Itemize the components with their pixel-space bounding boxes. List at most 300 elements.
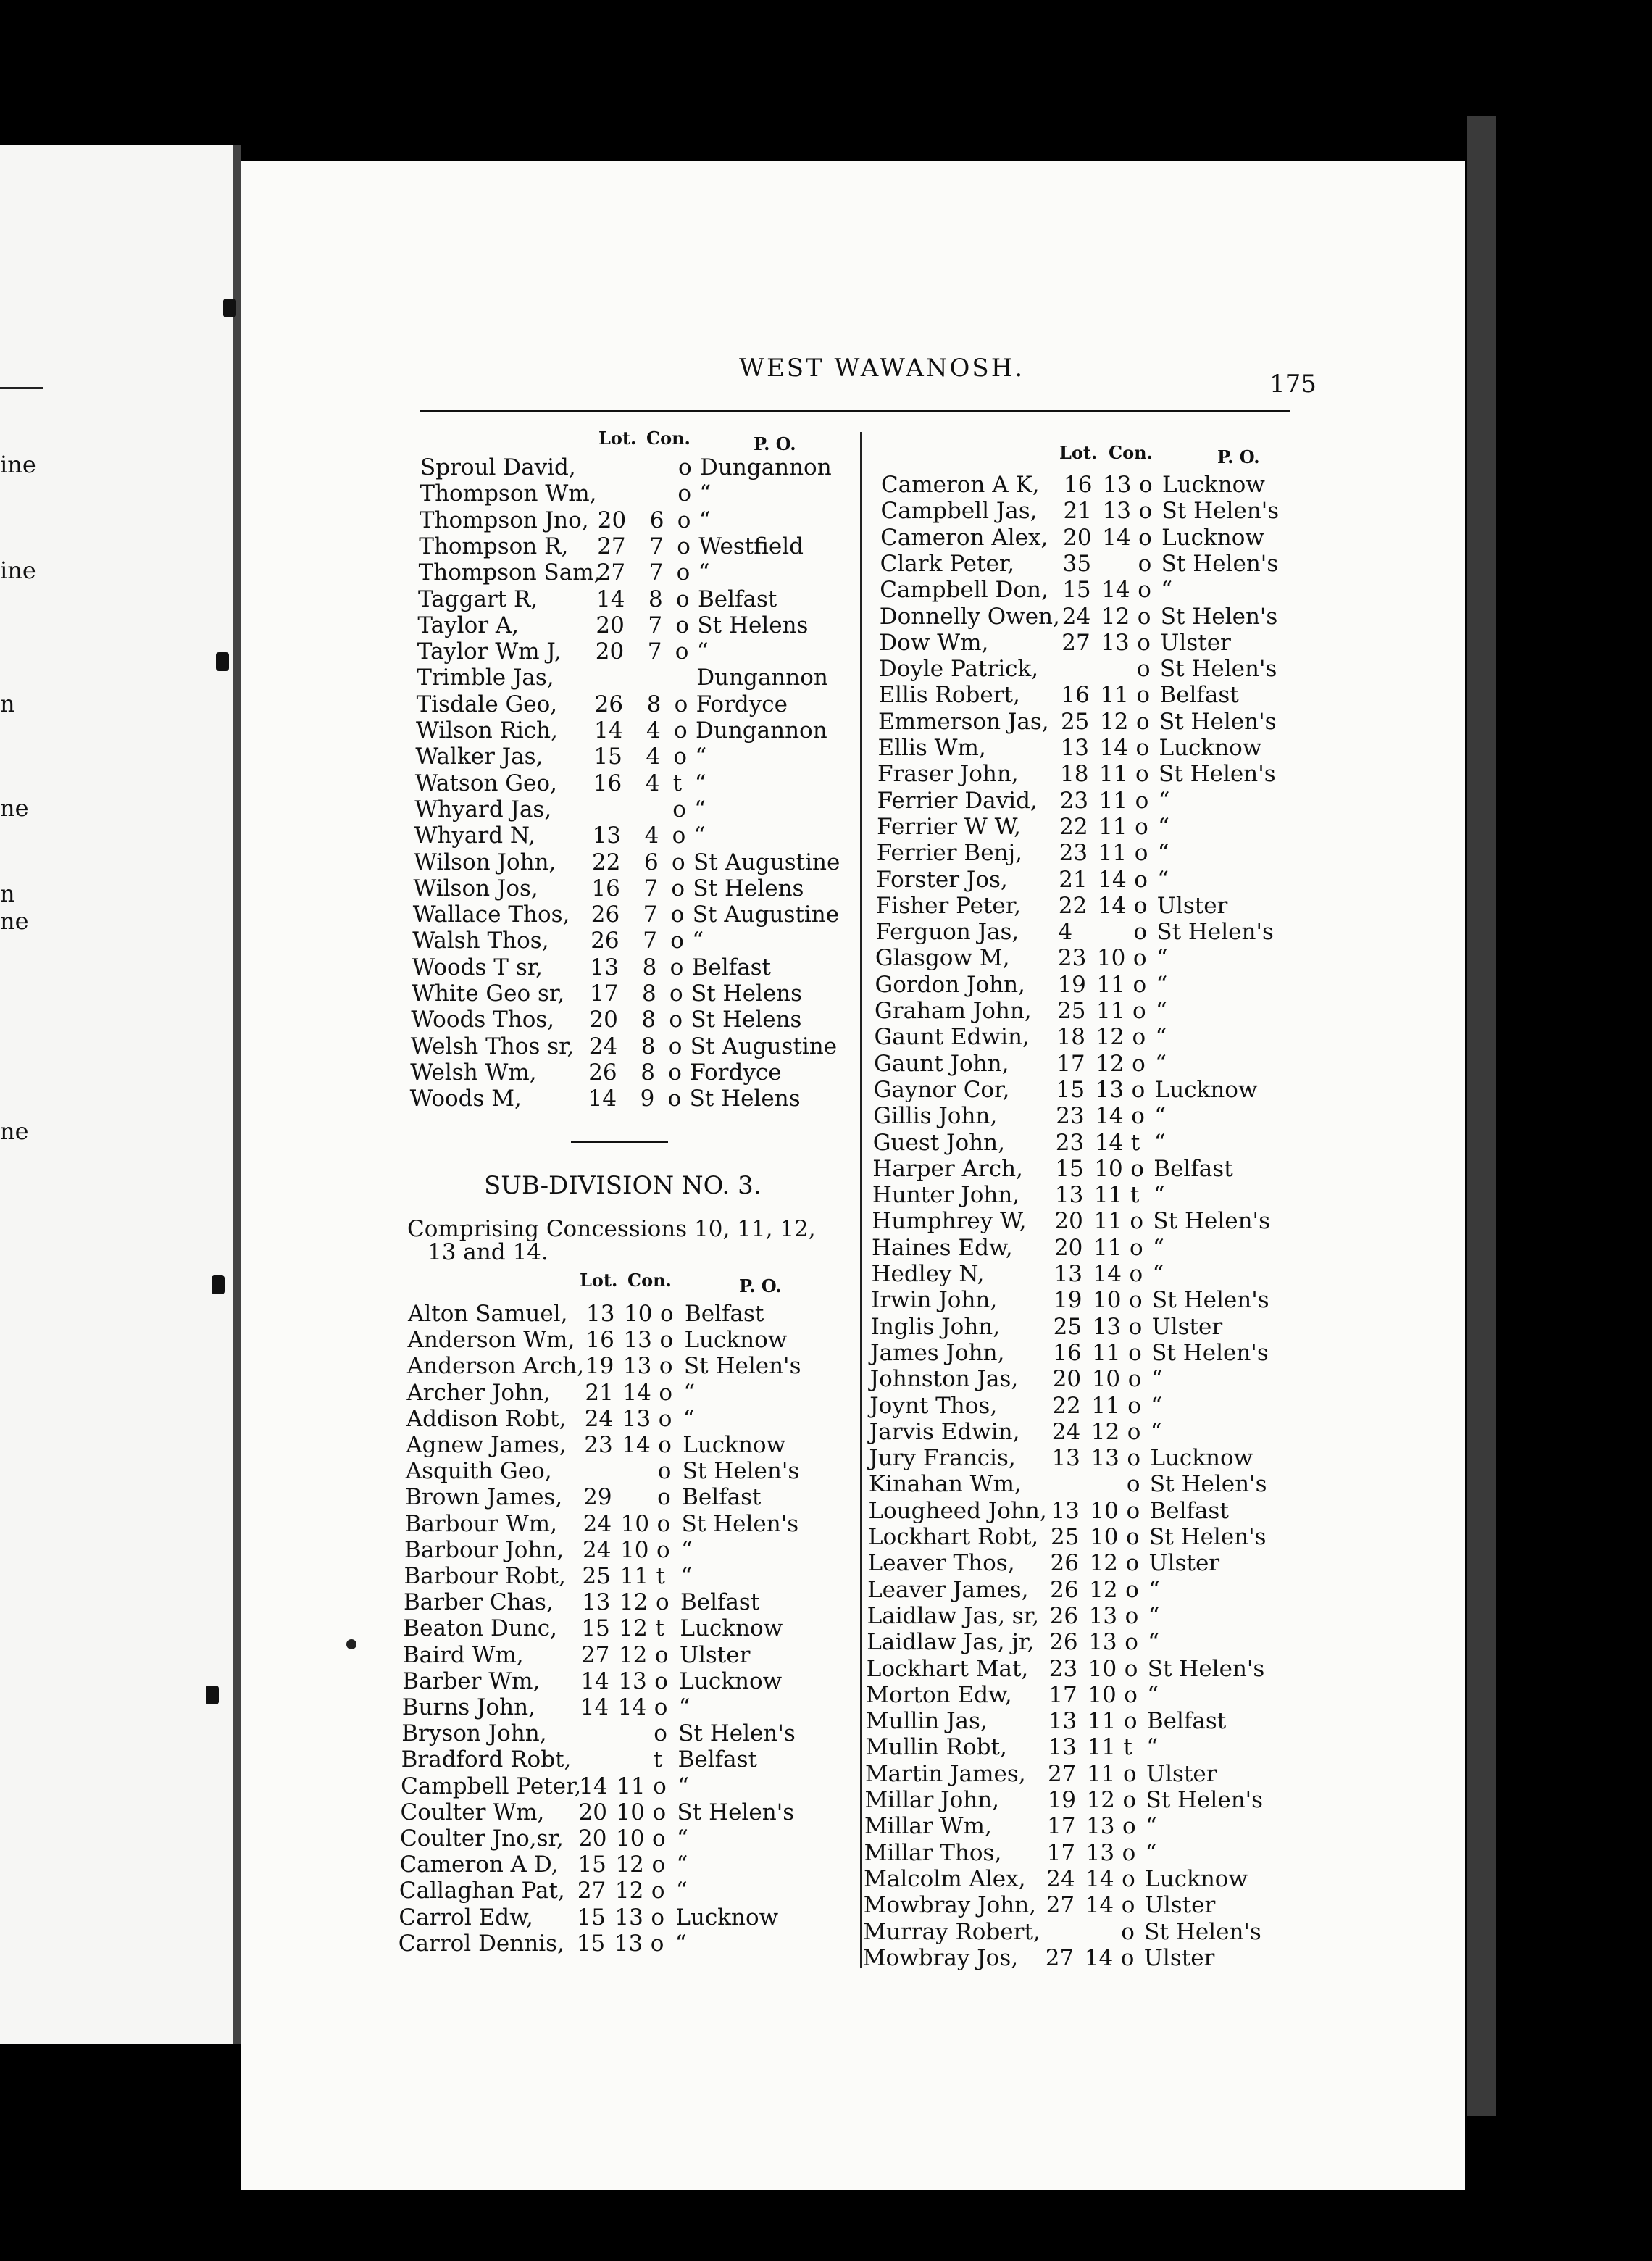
entry-post-office: St Augustine <box>692 902 840 928</box>
entry-name: Emmerson Jas, <box>877 708 1049 735</box>
entry-name: Coulter Jno,sr, <box>400 1825 564 1852</box>
entry-post-office: St Helen's <box>1149 1524 1267 1550</box>
entry-name: Johnston Jas, <box>869 1366 1019 1393</box>
entry-tenure: o <box>675 638 689 665</box>
entry-lot: 14 <box>596 586 625 612</box>
entry-con: 13 <box>1086 1813 1115 1840</box>
entry-post-office: “ <box>681 1536 693 1563</box>
entry-name: Barber Wm, <box>402 1667 541 1694</box>
entry-tenure: o <box>650 1930 664 1957</box>
entry-name: Fraser John, <box>877 761 1019 788</box>
entry-post-office: “ <box>1148 1602 1160 1629</box>
subdivision-description-cont: 13 and 14. <box>427 1239 548 1265</box>
entry-con: 4 <box>646 744 661 770</box>
entry-tenure: o <box>653 1773 667 1799</box>
col-header-con: Con. <box>1109 442 1153 463</box>
entry-tenure: o <box>1122 1865 1135 1892</box>
entry-lot: 21 <box>1059 866 1088 893</box>
entry-post-office: St Helen's <box>1161 498 1280 525</box>
entry-lot: 13 <box>590 954 620 980</box>
entry-tenure: o <box>1139 472 1153 498</box>
entry-tenure: o <box>655 1589 669 1616</box>
entry-name: Woods Thos, <box>411 1007 555 1033</box>
entry-lot: 25 <box>582 1563 611 1589</box>
entry-tenure: o <box>658 1405 672 1432</box>
entry-lot: 24 <box>1061 603 1091 630</box>
entry-lot: 4 <box>1058 919 1073 946</box>
entry-lot: 13 <box>1054 1182 1084 1209</box>
entry-lot: 27 <box>597 533 626 559</box>
entry-lot: 19 <box>1057 971 1086 998</box>
entry-lot: 25 <box>1051 1524 1080 1550</box>
entry-name: Barbour John, <box>404 1536 564 1563</box>
entry-con: 8 <box>641 1033 656 1059</box>
entry-tenure: o <box>670 902 685 928</box>
entry-lot: 13 <box>1054 1261 1082 1287</box>
entry-tenure: o <box>1133 919 1148 946</box>
entry-tenure: t <box>672 770 683 796</box>
entry-tenure: o <box>678 454 692 480</box>
entry-post-office: Ulster <box>1148 1550 1220 1577</box>
entry-lot: 19 <box>1054 1287 1082 1314</box>
entry-tenure: o <box>1138 498 1153 525</box>
entry-post-office: “ <box>1152 1261 1164 1287</box>
entry-post-office: Lucknow <box>1150 1445 1253 1472</box>
entry-name: Woods M, <box>409 1086 522 1112</box>
entry-tenure: o <box>1131 1076 1146 1103</box>
entry-post-office: “ <box>678 1694 691 1720</box>
entry-tenure: o <box>651 1852 666 1878</box>
entry-lot: 26 <box>591 928 620 954</box>
entry-post-office: “ <box>692 928 704 954</box>
entry-tenure: o <box>660 1301 674 1327</box>
col-header-po: P. O. <box>739 1275 782 1296</box>
entry-con: 8 <box>641 1007 656 1033</box>
entry-tenure: o <box>669 980 683 1007</box>
entry-tenure: o <box>656 1510 671 1537</box>
entry-name: Gaunt John, <box>874 1050 1009 1077</box>
entry-tenure: o <box>1121 1892 1135 1919</box>
entry-post-office: Ulster <box>1160 629 1231 656</box>
entry-post-office: Ulster <box>1144 1892 1216 1919</box>
left-page-fragment <box>0 145 233 2044</box>
entry-con: 11 <box>1093 1182 1123 1209</box>
entry-post-office: “ <box>683 1405 695 1432</box>
entry-name: White Geo sr, <box>412 980 565 1007</box>
entry-name: Forster Jos, <box>876 866 1008 893</box>
entry-name: Taggart R, <box>418 586 538 612</box>
entry-lot: 16 <box>585 1327 614 1354</box>
entry-lot: 23 <box>1057 945 1087 972</box>
entry-name: Campbell Peter, <box>401 1773 582 1799</box>
entry-post-office: “ <box>1156 971 1168 998</box>
entry-tenure: o <box>654 1694 668 1720</box>
entry-post-office: “ <box>1152 1234 1164 1261</box>
entry-name: Inglis John, <box>870 1313 1001 1340</box>
entry-name: Asquith Geo, <box>405 1458 552 1485</box>
entry-name: Whyard N, <box>414 823 535 849</box>
entry-post-office: “ <box>677 1825 688 1852</box>
entry-name: Carrol Edw, <box>399 1904 533 1931</box>
entry-lot: 13 <box>1048 1734 1077 1761</box>
entry-tenure: o <box>1128 1339 1142 1366</box>
entry-post-office: “ <box>675 1878 688 1904</box>
entry-post-office: St Helens <box>693 875 804 902</box>
left-page-word-fragment: ne <box>0 907 29 935</box>
entry-post-office: St Augustine <box>693 849 840 875</box>
entry-post-office: St Helens <box>691 980 803 1007</box>
entry-name: Walsh Thos, <box>412 928 549 954</box>
entry-lot: 18 <box>1056 1024 1085 1051</box>
entry-name: Thompson Jno, <box>419 507 589 533</box>
entry-name: Archer John, <box>406 1379 551 1406</box>
entry-lot: 29 <box>583 1484 612 1511</box>
entry-con: 14 <box>617 1694 647 1720</box>
entry-tenure: o <box>677 480 692 507</box>
entry-lot: 24 <box>1046 1865 1075 1892</box>
entry-lot: 26 <box>1049 1602 1079 1629</box>
entry-lot: 23 <box>1056 1103 1085 1130</box>
entry-name: Guest John, <box>872 1129 1005 1156</box>
entry-con: 11 <box>617 1773 646 1799</box>
entry-tenure: o <box>1130 1208 1144 1235</box>
entry-tenure: o <box>1125 1602 1139 1629</box>
entry-tenure: o <box>1127 1392 1141 1419</box>
entry-lot: 24 <box>583 1536 612 1563</box>
entry-post-office: “ <box>1151 1366 1163 1393</box>
entry-name: Bryson John, <box>401 1720 547 1747</box>
entry-tenure: o <box>1129 1234 1143 1261</box>
entry-name: Wilson Jos, <box>413 875 538 902</box>
entry-name: Laidlaw Jas, jr, <box>867 1629 1035 1656</box>
entry-tenure: o <box>1122 1839 1136 1866</box>
entry-tenure: o <box>1127 1366 1142 1393</box>
entry-lot: 17 <box>1046 1839 1076 1866</box>
entry-post-office: “ <box>1151 1392 1163 1419</box>
entry-lot: 20 <box>1063 524 1092 551</box>
entry-con: 14 <box>1095 1103 1124 1130</box>
entry-tenure: o <box>671 875 685 902</box>
entry-con: 14 <box>1094 1129 1124 1156</box>
entry-name: Thompson Wm, <box>420 480 597 507</box>
entry-tenure: o <box>657 1484 671 1511</box>
entry-name: Ferrier Benj, <box>876 840 1022 867</box>
entry-tenure: o <box>1127 1418 1141 1445</box>
col-header-lot: Lot. <box>598 428 637 449</box>
entry-tenure: o <box>1138 524 1152 551</box>
binding-mark <box>223 299 236 317</box>
entry-post-office: Ulster <box>1143 1944 1215 1971</box>
entry-lot: 14 <box>580 1667 609 1694</box>
entry-lot: 15 <box>593 744 622 770</box>
entry-name: Wilson John, <box>414 849 556 875</box>
entry-name: Thompson R, <box>419 533 569 559</box>
entry-con: 10 <box>1090 1524 1119 1550</box>
entry-tenure: o <box>652 1825 666 1852</box>
entry-lot: 22 <box>1058 892 1088 919</box>
entry-post-office: “ <box>1154 1129 1166 1156</box>
entry-post-office: “ <box>694 796 706 823</box>
entry-tenure: o <box>658 1432 672 1458</box>
entry-post-office: Belfast <box>1149 1497 1229 1524</box>
entry-lot: 25 <box>1060 708 1090 735</box>
entry-lot: 20 <box>589 1007 618 1033</box>
entry-lot: 17 <box>1047 1813 1076 1840</box>
entry-tenure: o <box>1125 1576 1139 1603</box>
entry-post-office: St Helen's <box>678 1720 796 1747</box>
entry-tenure: o <box>672 823 686 849</box>
entry-lot: 16 <box>1064 472 1093 498</box>
entry-name: Martin James, <box>864 1760 1026 1787</box>
entry-lot: 22 <box>1059 813 1088 840</box>
entry-tenure: o <box>659 1327 674 1354</box>
entry-name: Welsh Wm, <box>410 1059 537 1086</box>
entry-con: 11 <box>1100 682 1129 709</box>
entry-lot: 13 <box>586 1301 615 1327</box>
entry-tenure: o <box>1122 1813 1136 1840</box>
entry-lot: 26 <box>591 902 620 928</box>
entry-post-office: St Helen's <box>682 1458 800 1485</box>
entry-tenure: o <box>1137 629 1151 656</box>
entry-con: 12 <box>1101 603 1130 630</box>
entry-con: 7 <box>643 875 659 902</box>
entry-lot: 20 <box>1052 1366 1082 1393</box>
entry-tenure: o <box>1122 1787 1137 1813</box>
entry-name: Dow Wm, <box>879 629 989 656</box>
entry-con: 4 <box>646 717 661 744</box>
entry-post-office: “ <box>1155 1050 1167 1077</box>
entry-lot: 19 <box>585 1353 614 1380</box>
entry-lot: 15 <box>1062 577 1091 604</box>
entry-lot: 22 <box>1052 1392 1081 1419</box>
entry-name: Gillis John, <box>873 1103 998 1130</box>
entry-name: Ellis Robert, <box>878 682 1020 709</box>
entry-post-office: Belfast <box>1159 682 1239 709</box>
entry-post-office: Dungannon <box>696 665 828 691</box>
entry-post-office: Belfast <box>691 954 771 980</box>
entry-post-office: Lucknow <box>1161 524 1264 551</box>
entry-con: 10 <box>1088 1681 1117 1708</box>
entry-con: 10 <box>1091 1366 1121 1393</box>
entry-name: Murray Robert, <box>863 1918 1040 1945</box>
entry-tenure: o <box>668 1033 683 1059</box>
entry-lot: 26 <box>1050 1550 1079 1577</box>
entry-name: Hunter John, <box>872 1182 1020 1209</box>
entry-lot: 27 <box>1045 1944 1075 1971</box>
entry-con: 10 <box>1088 1655 1117 1682</box>
entry-tenure: o <box>1125 1629 1138 1656</box>
left-page-word-fragment: ne <box>0 794 29 822</box>
entry-post-office: St Helen's <box>1156 919 1274 946</box>
entry-con: 13 <box>614 1904 643 1931</box>
binding-mark <box>216 652 229 671</box>
entry-lot: 16 <box>1053 1339 1082 1366</box>
entry-con: 8 <box>646 691 662 717</box>
entry-lot: 23 <box>1048 1655 1078 1682</box>
entry-con: 10 <box>616 1799 645 1825</box>
entry-name: Cameron Alex, <box>880 524 1048 551</box>
entry-post-office: St Helen's <box>1146 1787 1264 1813</box>
entry-name: Welsh Thos sr, <box>410 1033 575 1059</box>
entry-tenure: o <box>1132 971 1147 998</box>
entry-post-office: St Helen's <box>1144 1918 1261 1945</box>
entry-con: 11 <box>1087 1734 1116 1761</box>
entry-con: 14 <box>1098 866 1127 893</box>
entry-tenure: o <box>672 796 686 823</box>
entry-con: 12 <box>1089 1550 1118 1577</box>
entry-tenure: o <box>1138 577 1151 604</box>
entry-con: 10 <box>1094 1155 1123 1182</box>
entry-name: Tisdale Geo, <box>416 691 558 717</box>
entry-tenure: o <box>1135 813 1148 840</box>
entry-con: 4 <box>645 770 660 796</box>
entry-post-office: “ <box>693 823 706 849</box>
entry-tenure: o <box>672 849 685 875</box>
entry-tenure: o <box>677 507 691 533</box>
entry-post-office: St Helen's <box>1160 603 1278 630</box>
entry-name: Lockhart Robt, <box>868 1524 1039 1550</box>
entry-tenure: o <box>1127 1445 1141 1472</box>
entry-con: 10 <box>620 1536 649 1563</box>
entry-lot: 21 <box>585 1379 614 1406</box>
entry-con: 11 <box>1093 1208 1122 1235</box>
entry-name: Callaghan Pat, <box>399 1878 565 1904</box>
entry-tenure: o <box>675 612 690 638</box>
entry-con: 12 <box>618 1641 648 1668</box>
entry-tenure: o <box>674 691 688 717</box>
col-header-po: P. O. <box>1217 446 1260 467</box>
entry-post-office: “ <box>1157 840 1169 867</box>
entry-post-office: “ <box>1150 1418 1162 1445</box>
entry-tenure: o <box>1135 735 1150 761</box>
entry-tenure: t <box>1123 1734 1132 1761</box>
entry-post-office: Ulster <box>1151 1313 1223 1340</box>
entry-post-office: Ulster <box>1146 1760 1217 1787</box>
entry-tenure: o <box>677 533 691 559</box>
entry-post-office: “ <box>1146 1813 1157 1840</box>
entry-name: Ellis Wm, <box>877 735 986 761</box>
entry-con: 11 <box>1091 1392 1120 1419</box>
entry-con: 12 <box>619 1615 648 1642</box>
entry-post-office: Belfast <box>1146 1708 1227 1735</box>
left-page-word-fragment: n <box>0 690 15 717</box>
col-header-lot: Lot. <box>580 1270 618 1291</box>
entry-lot: 26 <box>1050 1576 1079 1603</box>
entry-con: 7 <box>643 902 658 928</box>
entry-tenure: o <box>1136 656 1151 683</box>
entry-post-office: St Augustine <box>690 1033 838 1059</box>
entry-post-office: St Helen's <box>1159 761 1276 788</box>
entry-con: 11 <box>1098 787 1128 814</box>
entry-con: 6 <box>644 849 659 875</box>
entry-name: Coulter Wm, <box>400 1799 545 1825</box>
entry-name: Sproul David, <box>420 454 576 480</box>
entry-con: 13 <box>1092 1313 1122 1340</box>
binding-mark <box>212 1275 225 1294</box>
entry-lot: 17 <box>1056 1050 1085 1077</box>
entry-name: Millar Thos, <box>864 1839 1002 1866</box>
entry-name: Millar John, <box>864 1787 1000 1813</box>
entry-tenure: o <box>1133 892 1148 919</box>
entry-lot: 26 <box>588 1059 617 1086</box>
entry-name: Joynt Thos, <box>869 1392 998 1419</box>
entry-name: Anderson Wm, <box>407 1327 575 1354</box>
entry-con: 7 <box>643 928 657 954</box>
entry-lot: 13 <box>581 1589 611 1616</box>
entry-con: 13 <box>1088 1629 1117 1656</box>
entry-lot: 17 <box>590 980 619 1007</box>
entry-name: Fisher Peter, <box>875 892 1021 919</box>
entry-lot: 27 <box>580 1641 610 1668</box>
entry-name: Burns John, <box>401 1694 535 1720</box>
entry-con: 10 <box>624 1301 653 1327</box>
entry-tenure: o <box>669 954 684 980</box>
entry-name: Humphrey W, <box>872 1208 1027 1235</box>
entry-name: Doyle Patrick, <box>878 656 1039 683</box>
entry-name: Woods T sr, <box>412 954 543 980</box>
entry-lot: 27 <box>1047 1760 1077 1787</box>
entry-con: 13 <box>614 1930 643 1957</box>
entry-post-office: “ <box>1156 998 1167 1024</box>
entry-name: Graham John, <box>875 998 1032 1024</box>
entry-con: 13 <box>1102 498 1131 525</box>
subdivision-description: Comprising Concessions 10, 11, 12, <box>407 1216 816 1242</box>
entry-lot: 24 <box>588 1033 618 1059</box>
entry-tenure: o <box>654 1641 669 1668</box>
entry-post-office: “ <box>1148 1576 1160 1603</box>
entry-name: Gaunt Edwin, <box>874 1024 1030 1051</box>
entry-con: 9 <box>640 1086 655 1112</box>
entry-tenure: o <box>1120 1944 1135 1971</box>
entry-con: 11 <box>620 1563 648 1589</box>
entry-post-office: “ <box>699 480 712 507</box>
entry-name: Wilson Rich, <box>416 717 558 744</box>
left-page-word-fragment: ine <box>0 557 36 584</box>
entry-con: 12 <box>1086 1787 1115 1813</box>
entry-name: Cameron A D, <box>399 1852 559 1878</box>
entry-con: 11 <box>1098 813 1127 840</box>
entry-name: Wallace Thos, <box>412 902 570 928</box>
col-header-lot: Lot. <box>1059 442 1098 463</box>
entry-name: Trimble Jas, <box>417 665 554 691</box>
entry-post-office: Lucknow <box>1154 1076 1258 1103</box>
entry-con: 7 <box>649 533 664 559</box>
entry-tenure: o <box>1132 998 1146 1024</box>
entry-tenure: o <box>670 928 684 954</box>
entry-tenure: o <box>1125 1550 1140 1577</box>
entry-post-office: Belfast <box>698 586 777 612</box>
entry-tenure: o <box>656 1536 670 1563</box>
entry-post-office: “ <box>676 1852 688 1878</box>
entry-post-office: “ <box>680 1563 693 1589</box>
entry-con: 7 <box>647 638 662 665</box>
entry-post-office: “ <box>696 638 709 665</box>
entry-lot: 13 <box>1060 735 1089 761</box>
entry-lot: 27 <box>1061 629 1090 656</box>
entry-name: Laidlaw Jas, sr, <box>867 1602 1039 1629</box>
entry-post-office: St Helens <box>697 612 809 638</box>
entry-con: 11 <box>1096 998 1125 1024</box>
entry-con: 13 <box>618 1667 647 1694</box>
page-title: WEST WAWANOSH. <box>739 354 1025 383</box>
entry-tenure: o <box>1135 787 1149 814</box>
entry-lot: 14 <box>579 1773 608 1799</box>
entry-name: Lougheed John, <box>868 1497 1047 1524</box>
entry-lot: 24 <box>583 1510 612 1537</box>
entry-name: James John, <box>870 1339 1005 1366</box>
entry-name: Alton Samuel, <box>408 1301 568 1327</box>
entry-con: 13 <box>1085 1839 1115 1866</box>
